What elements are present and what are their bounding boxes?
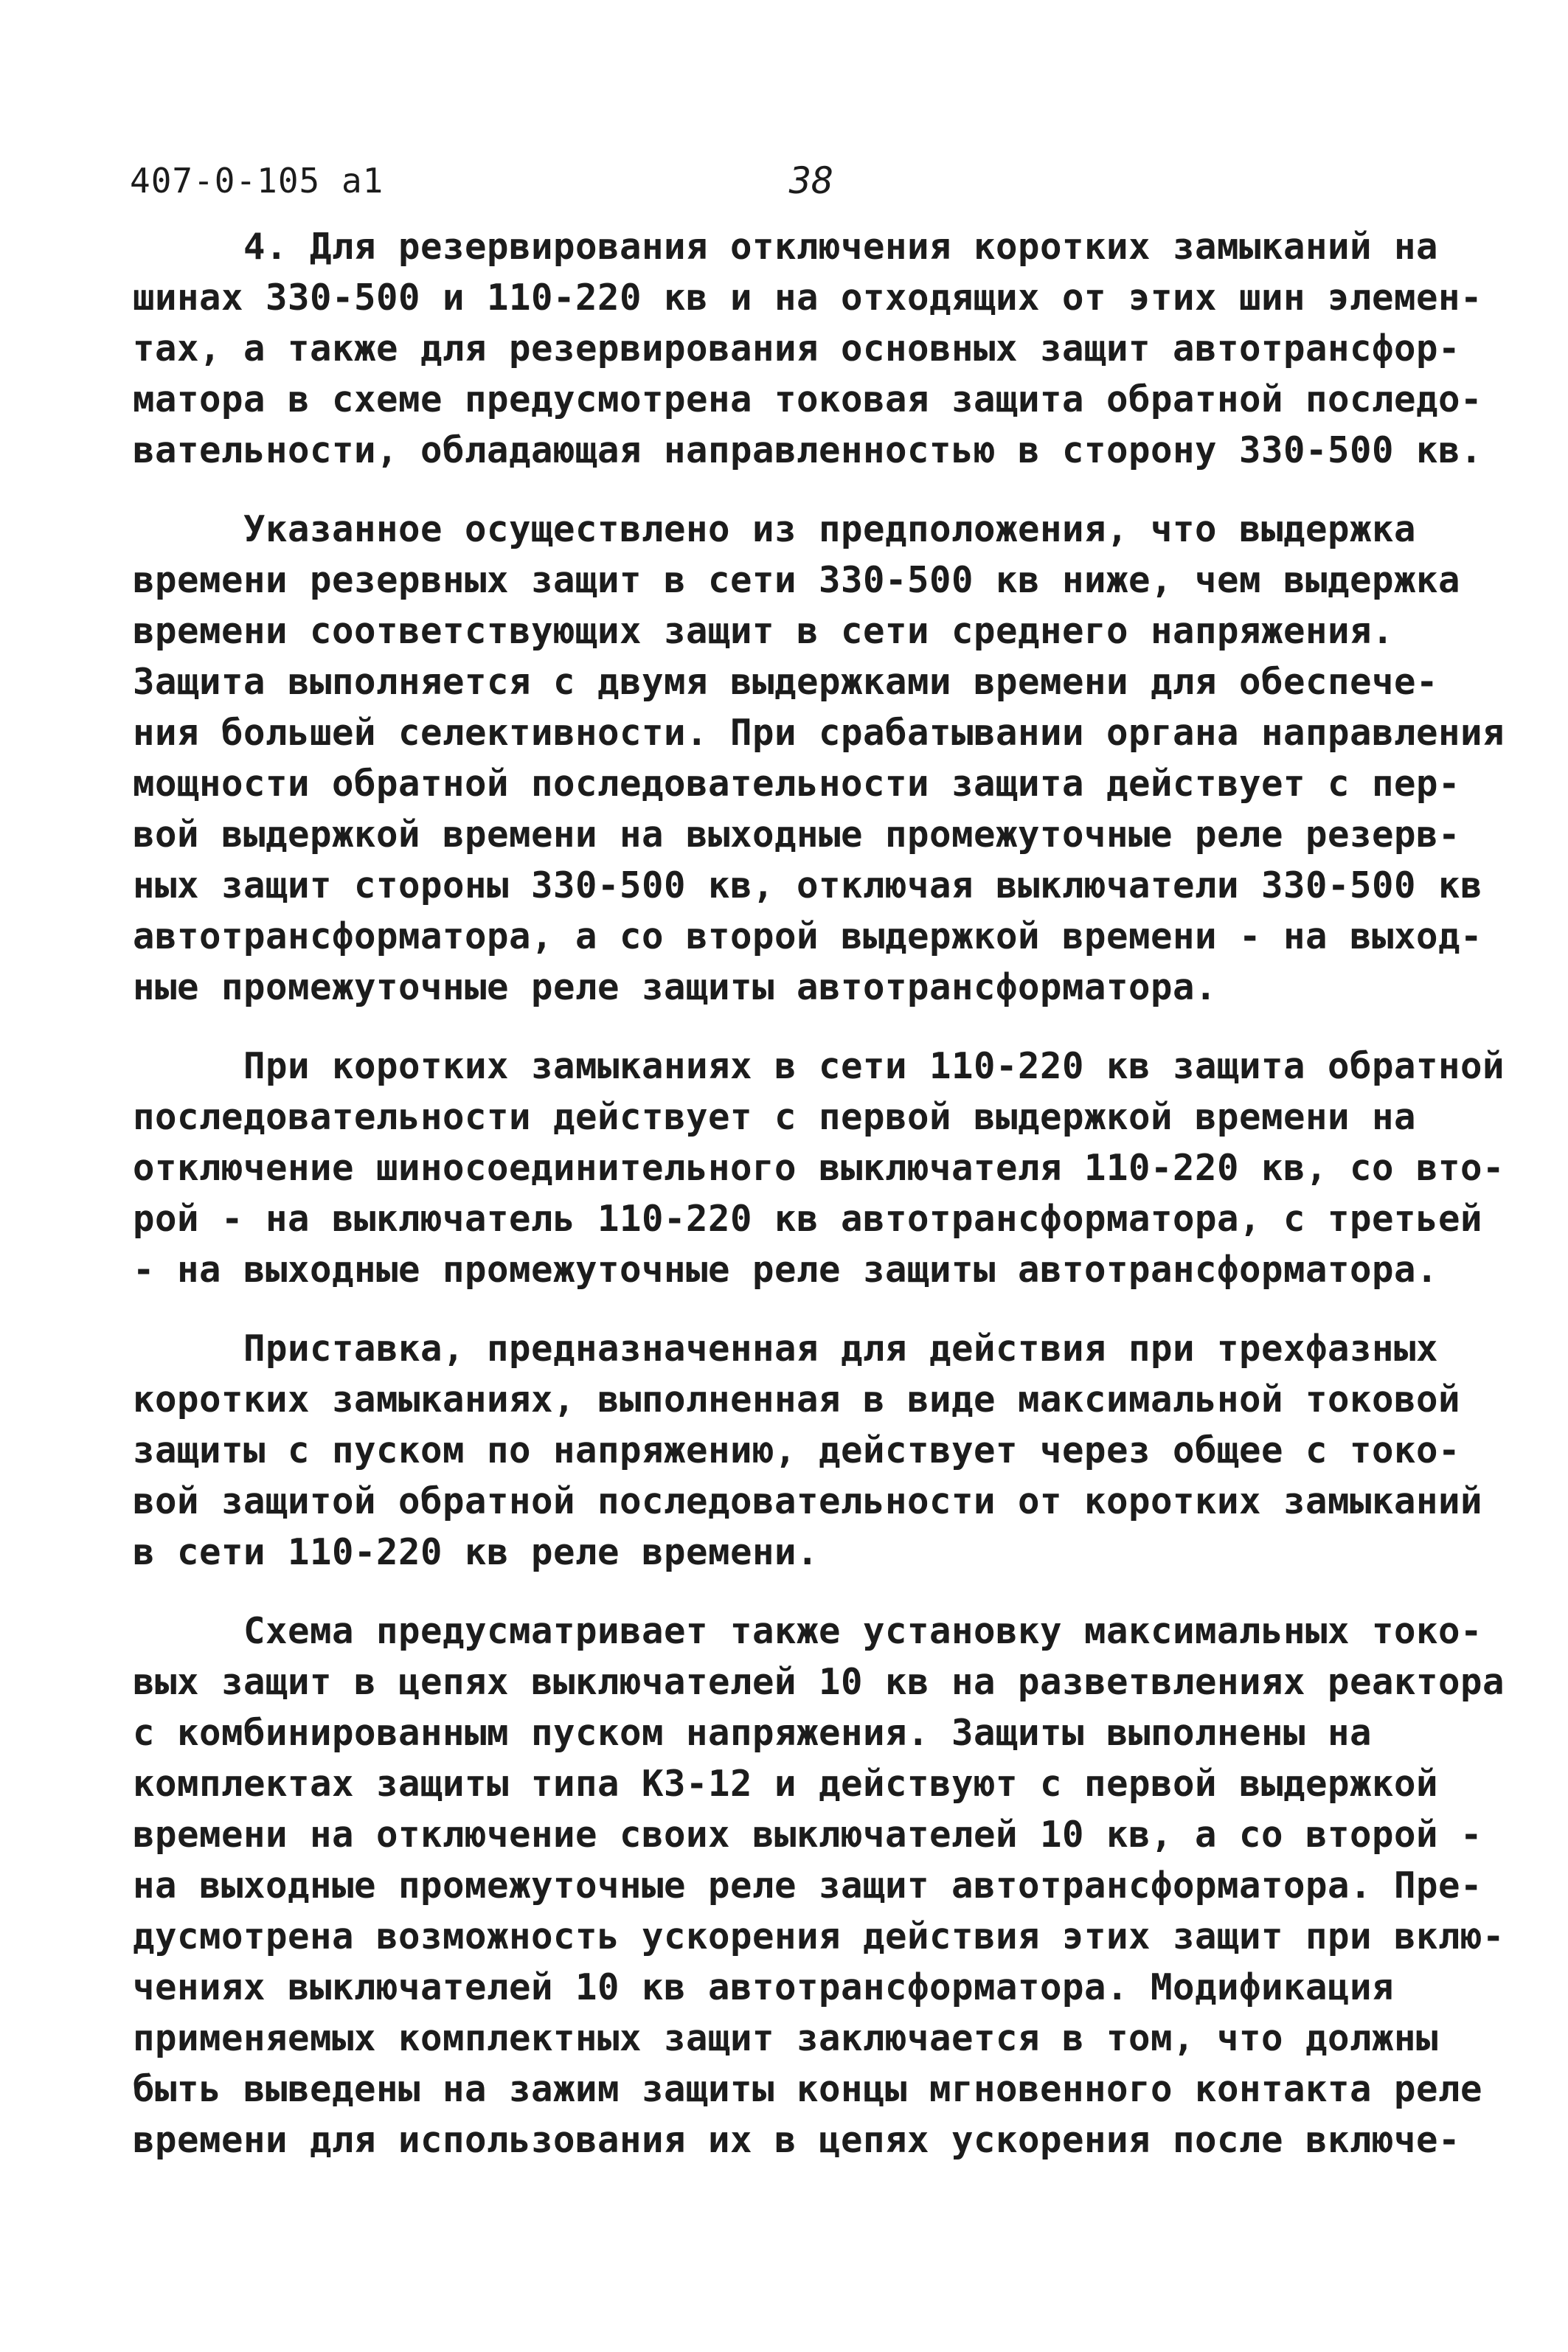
- text-line: быть выведены на зажим защиты концы мгновенного контакта реле: [133, 2068, 1483, 2110]
- page-number: 38: [789, 159, 834, 202]
- text-line: шинах 330-500 и 110-220 кв и на отходящих от этих шин элемен-: [133, 277, 1483, 319]
- text-line: применяемых комплектных защит заключается в том, что должны: [133, 2017, 1439, 2059]
- document-body: [133, 221, 1505, 2193]
- paragraph-2: [133, 504, 1505, 1013]
- text-line: последовательности действует с первой выдержкой времени на: [133, 1096, 1417, 1138]
- text-line: ния большей селективности. При срабатывании органа направления: [133, 712, 1505, 754]
- text-line: мощности обратной последовательности защита действует с пер-: [133, 763, 1461, 805]
- text-line: вой выдержкой времени на выходные промежуточные реле резерв-: [133, 814, 1461, 856]
- text-line: защиты с пуском по напряжению, действует через общее с токо-: [133, 1429, 1461, 1471]
- text-line: коротких замыканиях, выполненная в виде максимальной токовой: [133, 1378, 1461, 1420]
- text-line: ные промежуточные реле защиты автотрансформатора.: [133, 966, 1218, 1008]
- paragraph-1: [133, 221, 1483, 476]
- paragraph-4: [133, 1323, 1483, 1578]
- text-line: При коротких замыканиях в сети 110-220 кв защита обратной: [133, 1045, 1505, 1087]
- text-line: комплектах защиты типа КЗ-12 и действуют с первой выдержкой: [133, 1763, 1439, 1805]
- text-line: времени соответствующих защит в сети среднего напряжения.: [133, 610, 1395, 652]
- text-line: дусмотрена возможность ускорения действия этих защит при вклю-: [133, 1915, 1505, 1957]
- text-line: Защита выполняется с двумя выдержками времени для обеспече-: [133, 661, 1439, 703]
- paragraph-5: [133, 1606, 1505, 2165]
- text-line: рой - на выключатель 110-220 кв автотрансформатора, с третьей: [133, 1198, 1483, 1240]
- text-line: в сети 110-220 кв реле времени.: [133, 1531, 819, 1573]
- text-line: вой защитой обратной последовательности от коротких замыканий: [133, 1480, 1483, 1522]
- text-line: времени для использования их в цепях ускорения после включе-: [133, 2119, 1461, 2161]
- text-line: вых защит в цепях выключателей 10 кв на разветвлениях реактора: [133, 1661, 1505, 1703]
- text-line: времени на отключение своих выключателей 10 кв, а со второй -: [133, 1814, 1483, 1856]
- document-code: 407-0-105 а1: [130, 161, 384, 201]
- text-line: - на выходные промежуточные реле защиты автотрансформатора.: [133, 1249, 1439, 1291]
- text-line: с комбинированным пуском напряжения. Защиты выполнены на: [133, 1712, 1373, 1754]
- text-line: тах, а также для резервирования основных защит автотрансфор-: [133, 327, 1461, 370]
- paragraph-3: [133, 1041, 1505, 1295]
- text-line: Указанное осуществлено из предположения, что выдержка: [133, 508, 1417, 550]
- text-line: времени резервных защит в сети 330-500 кв ниже, чем выдержка: [133, 559, 1461, 601]
- text-line: матора в схеме предусмотрена токовая защита обратной последо-: [133, 378, 1483, 420]
- text-line: Приставка, предназначенная для действия при трехфазных: [133, 1328, 1439, 1370]
- text-line: Схема предусматривает также установку максимальных токо-: [133, 1610, 1483, 1652]
- text-line: 4. Для резервирования отключения коротких замыканий на: [133, 226, 1439, 268]
- text-line: отключение шиносоединительного выключателя 110-220 кв, со вто-: [133, 1147, 1505, 1189]
- text-line: автотрансформатора, а со второй выдержкой времени - на выход-: [133, 915, 1483, 957]
- text-line: вательности, обладающая направленностью в сторону 330-500 кв.: [133, 429, 1483, 471]
- text-line: чениях выключателей 10 кв автотрансформатора. Модификация: [133, 1966, 1395, 2008]
- text-line: ных защит стороны 330-500 кв, отключая выключатели 330-500 кв: [133, 864, 1483, 906]
- text-line: на выходные промежуточные реле защит автотрансформатора. Пре-: [133, 1864, 1483, 1907]
